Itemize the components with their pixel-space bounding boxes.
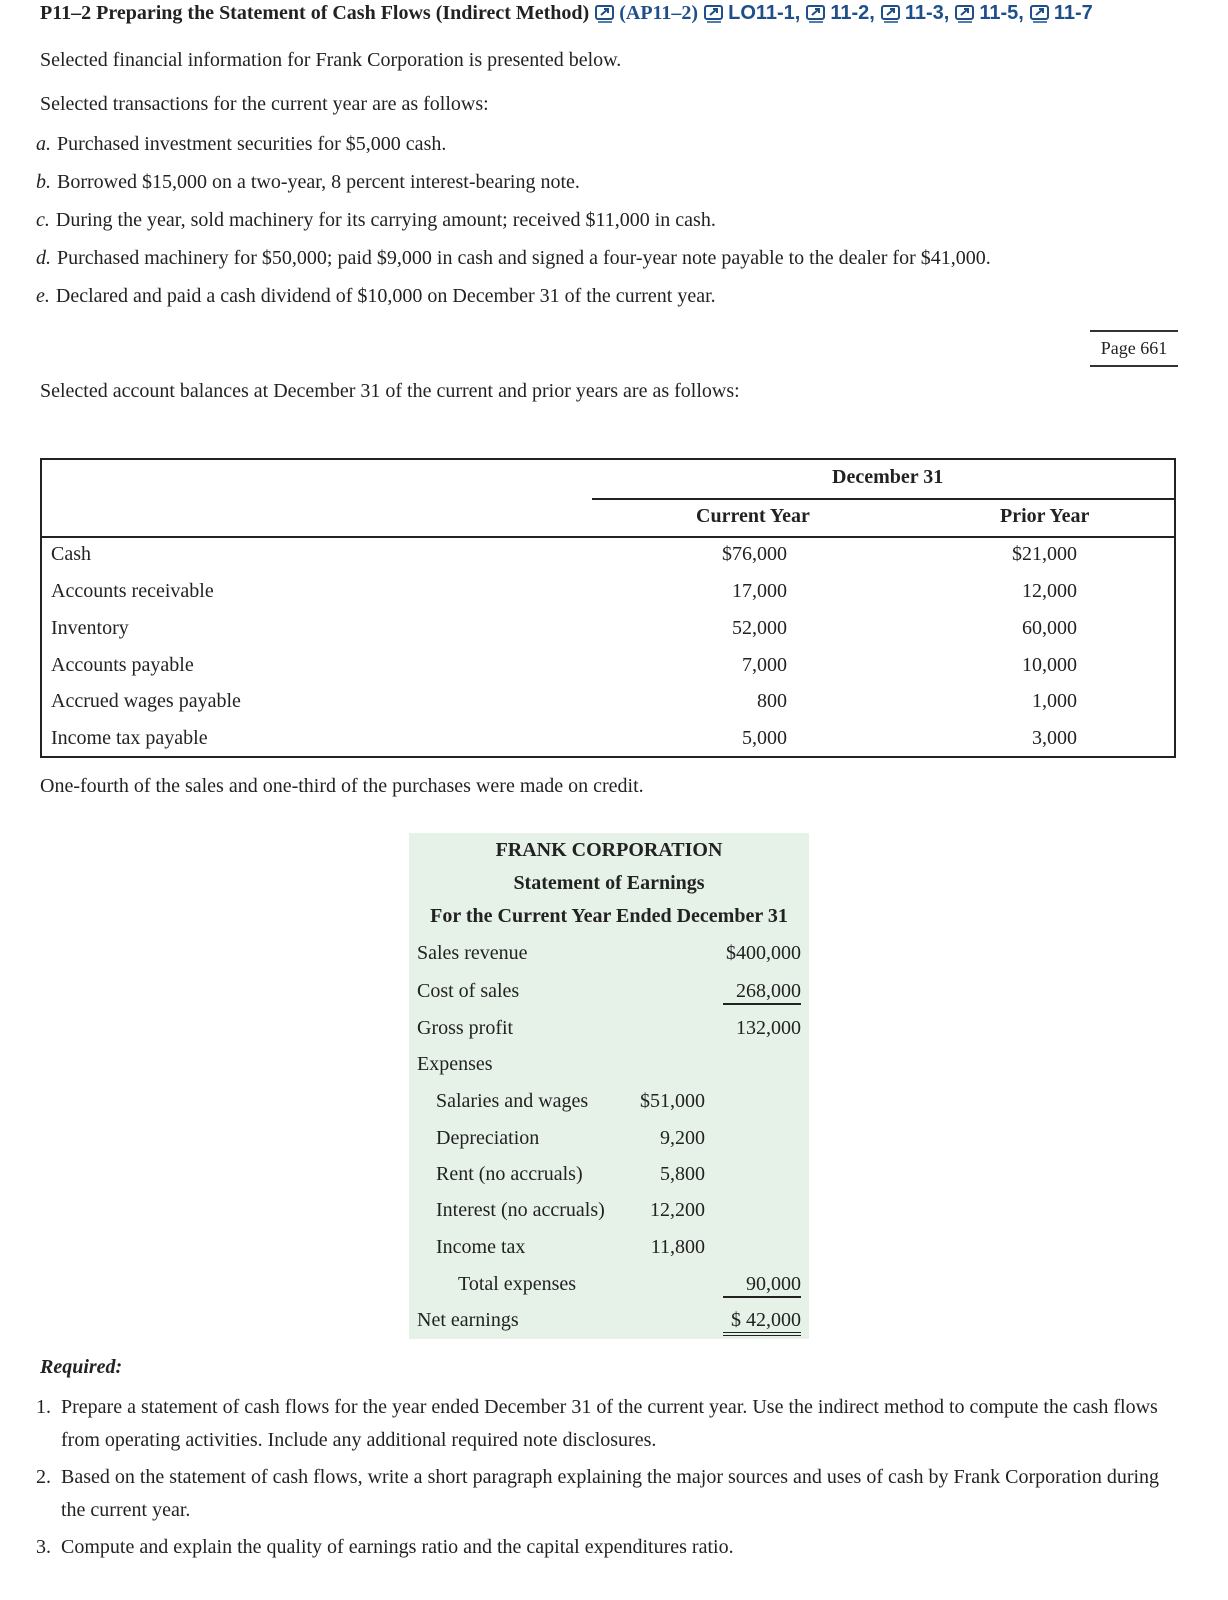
statement-company: FRANK CORPORATION [495, 839, 723, 861]
table-row [42, 574, 1174, 610]
current-value: 52,000 [732, 617, 787, 639]
ref-ap11-2[interactable]: (AP11–2) [619, 2, 699, 24]
table-row [42, 684, 1174, 720]
transaction-letter: a. [36, 133, 51, 155]
required-item [36, 1461, 1166, 1527]
required-heading: Required: [40, 1356, 123, 1378]
required-number: 1. [36, 1396, 51, 1418]
expense-value: 5,800 [660, 1163, 705, 1185]
ref-lo11-7[interactable]: 11-7 [1053, 2, 1093, 24]
current-value: 800 [757, 690, 787, 712]
table-row [42, 537, 1174, 573]
link-icon[interactable] [955, 5, 975, 23]
current-value: 7,000 [742, 654, 787, 676]
net-earnings-label: Net earnings [417, 1309, 519, 1331]
table-group-header: December 31 [832, 466, 944, 488]
link-icon[interactable] [881, 5, 901, 23]
transaction-text: During the year, sold machinery for its carrying amount; received $11,000 in cash. [55, 209, 716, 231]
expenses-label: Expenses [417, 1053, 493, 1075]
cost-of-sales-label: Cost of sales [417, 980, 520, 1002]
current-value: 5,000 [742, 727, 787, 749]
current-value: 17,000 [732, 580, 787, 602]
row-label: Cash [51, 543, 91, 565]
row-label: Accrued wages payable [51, 690, 241, 712]
transaction-text: Purchased machinery for $50,000; paid $9,000 in cash and signed a four-year note payable to the dealer for $41,000. [57, 247, 991, 269]
transaction-item [36, 209, 716, 232]
expense-label: Interest (no accruals) [436, 1199, 605, 1221]
expense-label: Salaries and wages [436, 1090, 589, 1112]
sales-label: Sales revenue [417, 942, 528, 964]
expense-value: 11,800 [650, 1236, 705, 1258]
prior-value: 60,000 [1022, 617, 1077, 639]
transaction-item [36, 247, 991, 270]
expense-label: Rent (no accruals) [436, 1163, 583, 1185]
required-number: 3. [36, 1536, 51, 1558]
ref-lo11-1[interactable]: LO11-1, [728, 2, 801, 24]
required-number: 2. [36, 1466, 51, 1488]
total-expenses-value: 90,000 [723, 1273, 801, 1298]
problem-header [40, 2, 1093, 25]
prior-value: $21,000 [1012, 543, 1077, 565]
transaction-letter: e. [36, 285, 50, 307]
column-header-current: Current Year [696, 505, 810, 527]
total-expenses-label: Total expenses [458, 1273, 577, 1295]
net-earnings-value: $ 42,000 [723, 1309, 801, 1336]
page-number: Page 661 [1090, 330, 1178, 367]
cost-of-sales-value: 268,000 [723, 980, 801, 1005]
transaction-letter: d. [36, 247, 51, 269]
required-text: Prepare a statement of cash flows for the year ended December 31 of the current year. Use the indirect method to compute the cash flows from operating activities. Include any additional required note disclosures. [61, 1396, 1158, 1451]
transaction-letter: b. [36, 171, 51, 193]
expense-value: 9,200 [660, 1127, 705, 1149]
link-icon[interactable] [595, 5, 615, 23]
current-value: $76,000 [722, 543, 787, 565]
transaction-text: Declared and paid a cash dividend of $10,000 on December 31 of the current year. [55, 285, 716, 307]
ref-lo11-2[interactable]: 11-2, [830, 2, 875, 24]
gross-profit-value: 132,000 [736, 1017, 801, 1039]
transaction-item [36, 285, 716, 308]
transaction-text: Purchased investment securities for $5,000 cash. [57, 133, 447, 155]
prior-value: 3,000 [1032, 727, 1077, 749]
prior-value: 1,000 [1032, 690, 1077, 712]
expense-value: 12,200 [650, 1199, 705, 1221]
required-item [36, 1531, 1166, 1564]
table-row [42, 611, 1174, 647]
transaction-letter: c. [36, 209, 50, 231]
sales-value: $400,000 [726, 942, 801, 964]
credit-note: One-fourth of the sales and one-third of the purchases were made on credit. [40, 775, 644, 797]
required-text: Based on the statement of cash flows, write a short paragraph explaining the major sources and uses of cash by Frank Corporation during the current year. [61, 1466, 1160, 1521]
expense-label: Depreciation [436, 1127, 540, 1149]
prior-value: 10,000 [1022, 654, 1077, 676]
table-row [42, 721, 1174, 757]
link-icon[interactable] [1030, 5, 1050, 23]
required-item [36, 1391, 1166, 1457]
row-label: Accounts payable [51, 654, 194, 676]
transaction-item [36, 133, 446, 156]
income-statement [409, 833, 809, 1339]
balance-table [40, 458, 1176, 758]
link-icon[interactable] [806, 5, 826, 23]
expense-value: $51,000 [640, 1090, 705, 1112]
balances-intro: Selected account balances at December 31 of the current and prior years are as follows: [40, 380, 740, 402]
required-text: Compute and explain the quality of earnings ratio and the capital expenditures ratio. [61, 1536, 734, 1558]
table-row [42, 648, 1174, 684]
statement-period: For the Current Year Ended December 31 [430, 905, 788, 927]
intro-line-2: Selected transactions for the current year are as follows: [40, 93, 489, 115]
row-label: Accounts receivable [51, 580, 214, 602]
ref-lo11-3[interactable]: 11-3, [904, 2, 950, 24]
row-label: Income tax payable [51, 727, 208, 749]
intro-line-1: Selected financial information for Frank Corporation is presented below. [40, 49, 622, 71]
prior-value: 12,000 [1022, 580, 1077, 602]
ref-lo11-5[interactable]: 11-5, [979, 2, 1024, 24]
transaction-item [36, 171, 580, 194]
transaction-text: Borrowed $15,000 on a two-year, 8 percent interest-bearing note. [57, 171, 580, 193]
link-icon[interactable] [704, 5, 724, 23]
expense-label: Income tax [436, 1236, 526, 1258]
gross-profit-label: Gross profit [417, 1017, 514, 1039]
table-divider [592, 498, 1174, 500]
row-label: Inventory [51, 617, 129, 639]
problem-title: P11–2 Preparing the Statement of Cash Flows (Indirect Method) [40, 2, 590, 24]
column-header-prior: Prior Year [1000, 505, 1090, 527]
statement-title: Statement of Earnings [513, 872, 705, 894]
